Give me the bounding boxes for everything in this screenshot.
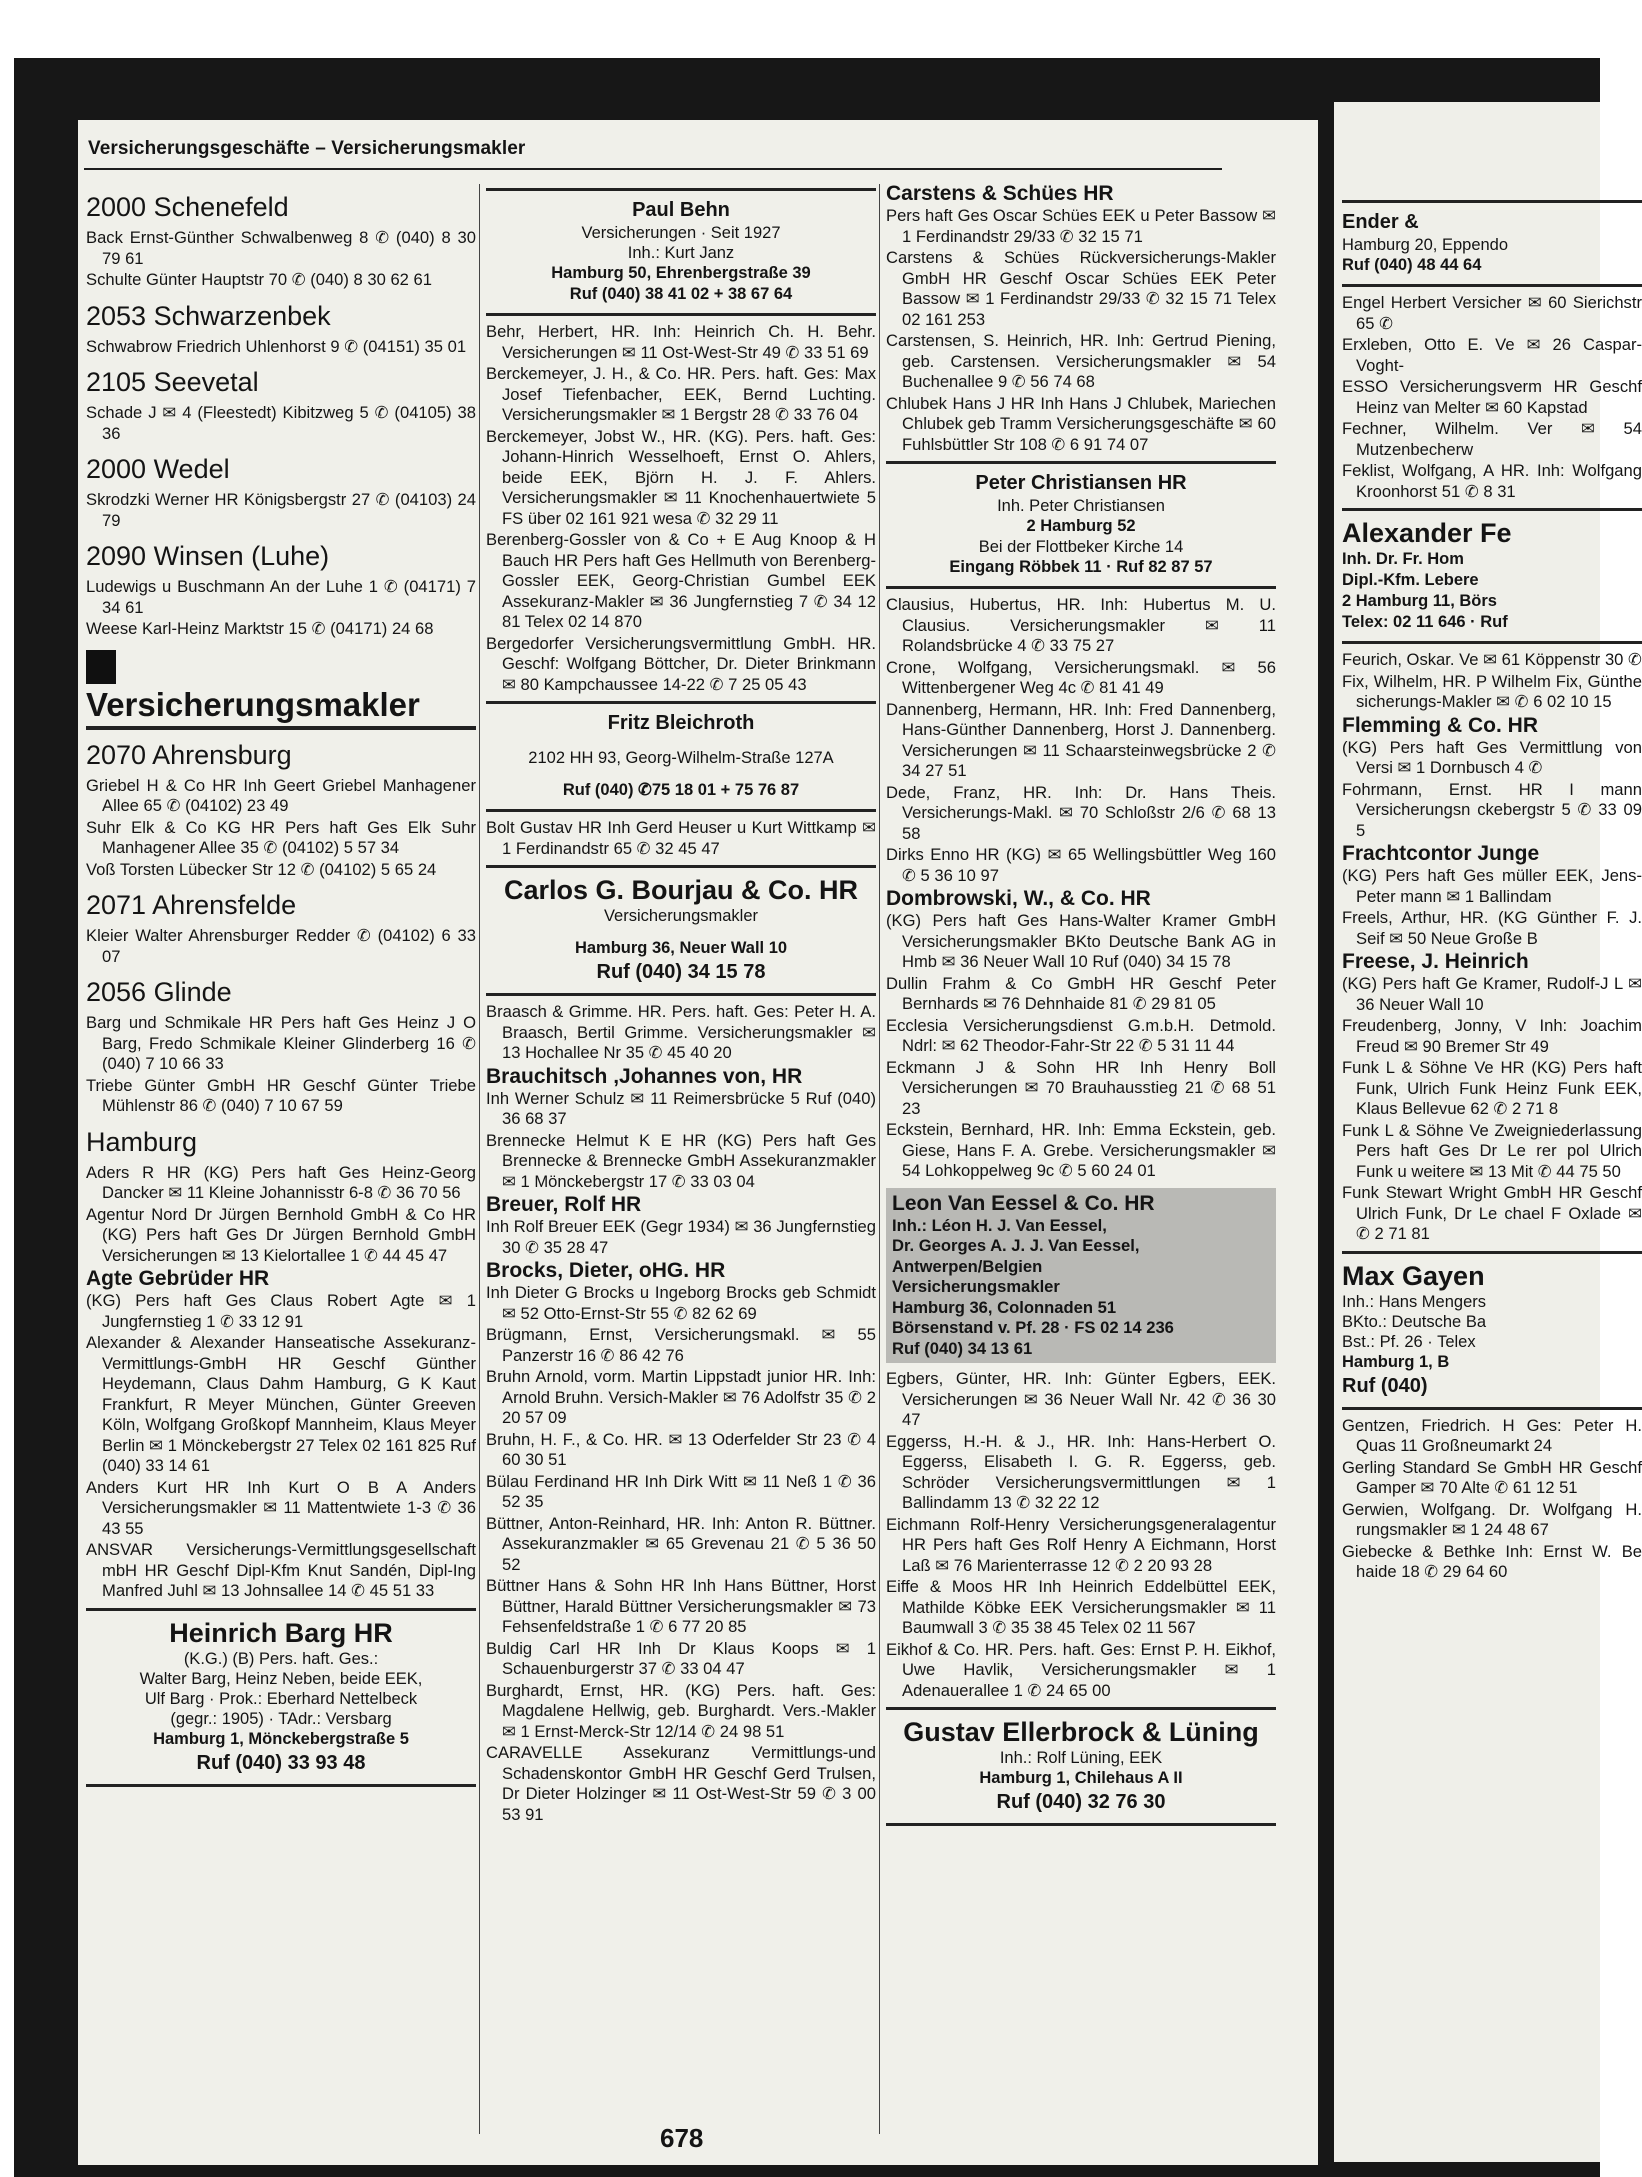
city-heading: Hamburg <box>86 1126 198 1157</box>
listing-entry: Büttner Hans & Sohn HR Inh Hans Büttner, Horst Büttner, Harald Büttner Versicherungsmakler ✉ 73 Fehsenfeldstraße 1 ✆ 6 77 20 85 <box>486 1576 876 1636</box>
running-head: Versicherungsgeschäfte – Versicherungsmakler <box>88 138 526 159</box>
listing-entry: (KG) Pers haft Ges Vermittlung von Versi ✉ 1 Dornbusch 4 ✆ <box>1342 737 1642 777</box>
listing-entry: Berenberg-Gossler von & Co + E Aug Knoop & H Bauch HR Pers haft Ges Hellmuth von Berenberg-Gossler EEK, Georg-Christian Gumbel EEK Assekuranz-Makler ✉ 36 Jungfernstieg 7 ✆ 34 12 81 Telex 02 14 870 <box>486 530 876 631</box>
listing-entry: Egbers, Günter, HR. Inh: Günter Egbers, EEK. Versicherungen ✉ 36 Neuer Wall Nr. 42 ✆ 36 30 47 <box>886 1369 1276 1429</box>
listing-entry: Bülau Ferdinand HR Inh Dirk Witt ✉ 11 Neß 1 ✆ 36 52 35 <box>486 1471 876 1511</box>
listing-entry: Dullin Frahm & Co GmbH HR Geschf Peter Bernhards ✉ 76 Dehnhaide 81 ✆ 29 81 05 <box>886 973 1276 1013</box>
listing-entry: Alexander & Alexander Hanseatische Assekuranz-Vermittlungs-GmbH HR Geschf Günther Heydemann, Claus Dahm Hamburg, G K Kaut Frankfurt, R Meyer München, Günter Greeven Köln, Wolfgang Großkopf Mannheim, Klaus Meyer Berlin ✉ 1 Mönckebergstr 27 Telex 02 161 825 Ruf (040) 33 14 61 <box>86 1333 476 1475</box>
listing-name: Flemming & Co. HR <box>1342 713 1539 737</box>
ad-line: Paul Behn <box>632 199 730 221</box>
ad-line: Hamburg 36, Neuer Wall 10 <box>574 939 788 957</box>
ad-line: Ruf (040) 48 44 64 <box>1342 256 1482 274</box>
listing-entry: Feklist, Wolfgang, A HR. Inh: Wolfgang Kroonhorst 51 ✆ 8 31 <box>1342 461 1642 501</box>
highlight-line: Leon Van Eessel & Co. HR <box>892 1191 1155 1215</box>
highlight-line: Dr. Georges A. J. J. Van Eessel, <box>892 1236 1140 1255</box>
listing-entry: Feurich, Oskar. Ve ✉ 61 Köppenstr 30 ✆ <box>1342 650 1642 669</box>
ad-line: Ruf (040) 34 15 78 <box>596 961 766 983</box>
ad-line: Telex: 02 11 646 · Ruf <box>1342 613 1508 631</box>
ad-line: Walter Barg, Heinz Neben, beide EEK, <box>139 1669 423 1688</box>
highlight-line: Börsenstand v. Pf. 28 · FS 02 14 236 <box>892 1318 1174 1337</box>
ad-line: 2102 HH 93, Georg-Wilhelm-Straße 127A <box>528 749 834 767</box>
listing-entry: Behr, Herbert, HR. Inh: Heinrich Ch. H. Behr. Versicherungen ✉ 11 Ost-West-Str 49 ✆ 33 51 69 <box>486 322 876 362</box>
highlight-line: Inh.: Léon H. J. Van Eessel, <box>892 1215 1107 1235</box>
city-heading: 2000 Schenefeld <box>86 192 289 222</box>
header-rule <box>84 168 1222 170</box>
ad-line: Inh. Dr. Fr. Hom <box>1342 550 1464 568</box>
ad-line: Hamburg 50, Ehrenbergstraße 39 <box>551 264 811 282</box>
listing-entry: ANSVAR Versicherungs-Vermittlungsgesellschaft mbH HR Geschf Dipl-Kfm Knut Sandén, Dipl-Ing Manfred Juhl ✉ 13 Johnsallee 14 ✆ 45 51 33 <box>86 1540 476 1600</box>
ad-line: Ender & <box>1342 211 1419 233</box>
city-heading: 2090 Winsen (Luhe) <box>86 541 330 571</box>
ad-line: Hamburg 1, Mönckebergstraße 5 <box>153 1729 409 1748</box>
listing-entry: Weese Karl-Heinz Marktstr 15 ✆ (04171) 24 68 <box>86 619 434 638</box>
listing-entry: Freudenberg, Jonny, V Inh: Joachim Freud ✉ 90 Bremer Str 49 <box>1342 1016 1642 1056</box>
listing-entry: Pers haft Ges Oscar Schües EEK u Peter Bassow ✉ 1 Ferdinandstr 29/33 ✆ 32 15 71 <box>886 206 1276 246</box>
listing-entry: Triebe Günter GmbH HR Geschf Günter Triebe Mühlenstr 86 ✆ (040) 7 10 67 59 <box>86 1075 476 1115</box>
listing-entry: CARAVELLE Assekuranz Vermittlungs-und Schadenskontor GmbH HR Geschf Gerd Trulsen, Dr Dieter Holzinger ✉ 11 Ost-West-Str 59 ✆ 3 00 53 91 <box>486 1743 876 1824</box>
advertisement-box <box>486 865 876 996</box>
ad-line: Inh.: Rolf Lüning, EEK <box>999 1749 1163 1767</box>
top-margin <box>0 0 1600 58</box>
ad-line: Inh.: Kurt Janz <box>627 244 735 262</box>
column-4 <box>1342 194 1642 1584</box>
facing-page-fragment <box>1334 102 1642 2162</box>
ad-line: Ruf (040) 32 76 30 <box>996 1791 1166 1813</box>
ad-line <box>486 768 876 780</box>
listing-entry: Clausius, Hubertus, HR. Inh: Hubertus M. U. Clausius. Versicherungsmakler ✉ 11 Rolandsbrücke 4 ✆ 33 75 27 <box>886 595 1276 655</box>
advertisement-box <box>886 1707 1276 1826</box>
listing-entry: Eikhof & Co. HR. Pers. haft. Ges: Ernst P. H. Eikhof, Uwe Havlik, Versicherungsmakler ✉ 1 Adenauerallee 1 ✆ 24 65 00 <box>886 1639 1276 1700</box>
listing-entry: Bergedorfer Versicherungsvermittlung GmbH. HR. Geschf: Wolfgang Böttcher, Dr. Dieter Brinkmann ✉ 80 Kampchaussee 14-22 ✆ 7 25 05 43 <box>486 633 876 694</box>
ad-line: Gustav Ellerbrock & Lüning <box>903 1717 1259 1747</box>
advertisement-box <box>486 188 876 316</box>
column-rule <box>479 184 480 2134</box>
ad-line <box>486 736 876 748</box>
city-heading: 2053 Schwarzenbek <box>86 300 331 331</box>
ad-line: Inh. Peter Christiansen <box>997 497 1165 515</box>
section-heading: Versicherungsmakler <box>86 685 420 723</box>
listing-name: Frachtcontor Junge <box>1342 842 1540 865</box>
listing-entry: Eckstein, Bernhard, HR. Inh: Emma Eckstein, geb. Giese, Hans F. A. Grebe. Versicherungsmakler ✉ 54 Lohkoppelweg 9c ✆ 5 60 24 01 <box>886 1120 1276 1180</box>
listing-name: Brocks, Dieter, oHG. HR <box>486 1259 726 1282</box>
listing-entry: Agentur Nord Dr Jürgen Bernhold GmbH & Co HR (KG) Pers haft Ges Dr Jürgen Bernhold GmbH Versicherungen ✉ 13 Kielortallee 1 ✆ 44 45 47 <box>86 1204 476 1265</box>
section-rule <box>86 726 476 730</box>
listing-entry: Dede, Franz, HR. Inh: Dr. Hans Theis. Versicherungs-Makl. ✉ 70 Schloßstr 2/6 ✆ 68 13 58 <box>886 782 1276 843</box>
listing-name: Freese, J. Heinrich <box>1342 950 1529 973</box>
ad-line: Carlos G. Bourjau & Co. HR <box>503 875 859 905</box>
listing-entry: Gentzen, Friedrich. H Ges: Peter H. Quas 11 Großneumarkt 24 <box>1342 1415 1642 1455</box>
listing-entry: Gerling Standard Se GmbH HR Geschf Gamper ✉ 70 Alte ✆ 61 12 51 <box>1342 1457 1642 1497</box>
listing-entry: Eiffe & Moos HR Inh Heinrich Eddelbüttel EEK, Mathilde Köbke EEK Versicherungsmakler ✉ 11 Baumwall 3 ✆ 35 38 45 Telex 02 11 567 <box>886 1577 1276 1637</box>
listing-name: Carstens & Schües HR <box>886 182 1114 205</box>
listing-entry: Bolt Gustav HR Inh Gerd Heuser u Kurt Wittkamp ✉ 1 Ferdinandstr 65 ✆ 32 45 47 <box>486 818 876 858</box>
advertisement-box <box>1342 1251 1642 1410</box>
ad-line: Inh.: Hans Mengers <box>1342 1292 1486 1311</box>
listing-entry: Anders Kurt HR Inh Kurt O B A Anders Versicherungsmakler ✉ 11 Mattentwiete 1-3 ✆ 36 43 55 <box>86 1477 476 1538</box>
ad-line: Peter Christiansen HR <box>975 472 1187 494</box>
ad-line: Fritz Bleichroth <box>607 712 755 734</box>
city-heading: 2071 Ahrensfelde <box>86 890 297 920</box>
listing-entry: Brennecke Helmut K E HR (KG) Pers haft Ges Brennecke & Brennecke GmbH Assekuranzmakler ✉ 1 Mönckebergstr 17 ✆ 33 03 04 <box>486 1130 876 1191</box>
advertisement-box <box>1342 200 1642 287</box>
listing-entry: Schwabrow Friedrich Uhlenhorst 9 ✆ (04151) 35 01 <box>86 336 467 356</box>
ad-line: Hamburg 20, Eppendo <box>1342 236 1509 254</box>
highlight-line: Antwerpen/Belgien <box>892 1256 1043 1276</box>
listing-entry: Erxleben, Otto E. Ve ✉ 26 Caspar-Voght- <box>1342 335 1642 375</box>
listing-entry: Inh Werner Schulz ✉ 11 Reimersbrücke 5 Ruf (040) 36 68 37 <box>486 1088 876 1128</box>
listing-entry: Eckmann J & Sohn HR Inh Henry Boll Versicherungen ✉ 70 Brauhausstieg 21 ✆ 68 51 23 <box>886 1057 1276 1118</box>
listing-entry: (KG) Pers haft Ge Kramer, Rudolf-J L ✉ 36 Neuer Wall 10 <box>1342 974 1642 1014</box>
listing-entry: Fix, Wilhelm, HR. P Wilhelm Fix, Günthe sicherungs-Makler ✉ ✆ 6 02 10 15 <box>1342 671 1642 711</box>
listing-entry: Bruhn, H. F., & Co. HR. ✉ 13 Oderfelder Str 23 ✆ 4 60 30 51 <box>486 1429 876 1469</box>
listing-entry: Back Ernst-Günther Schwalbenweg 8 ✆ (040) 8 30 79 61 <box>86 228 476 268</box>
ad-line <box>486 926 876 938</box>
listing-entry: Chlubek Hans J HR Inh Hans J Chlubek, Mariechen Chlubek geb Tramm Versicherungsgeschäfte ✉ 60 Fuhlsbüttler Str 108 ✆ 6 91 74 07 <box>886 393 1276 454</box>
listing-entry: Crone, Wolfgang, Versicherungsmakl. ✉ 56 Wittenbergener Weg 4c ✆ 81 41 49 <box>886 657 1276 697</box>
listing-entry: Barg und Schmikale HR Pers haft Ges Heinz J O Barg, Fredo Schmikale Kleiner Glinderberg 16 ✆ (040) 7 10 66 33 <box>86 1013 476 1073</box>
page-number: 678 <box>660 2123 704 2153</box>
listing-entry: Ludewigs u Buschmann An der Luhe 1 ✆ (04171) 7 34 61 <box>86 577 476 617</box>
column-3 <box>886 182 1276 1832</box>
column-2 <box>486 182 876 1826</box>
advertisement-box <box>86 1608 476 1787</box>
ad-line: Hamburg 1, B <box>1342 1352 1450 1371</box>
listing-entry: Voß Torsten Lübecker Str 12 ✆ (04102) 5 65 24 <box>86 859 437 879</box>
listing-entry: (KG) Pers haft Ges müller EEK, Jens-Peter mann ✉ 1 Ballindam <box>1342 866 1642 906</box>
highlight-line: Ruf (040) 34 13 61 <box>892 1338 1033 1358</box>
listing-name: Brauchitsch ,Johannes von, HR <box>486 1064 803 1088</box>
ad-line: Eingang Röbbek 11 · Ruf 82 87 57 <box>949 558 1213 576</box>
listing-name: Agte Gebrüder HR <box>86 1267 270 1290</box>
city-heading: 2056 Glinde <box>86 977 232 1007</box>
ad-line: Ruf (040) <box>1342 1374 1428 1397</box>
city-heading: 2000 Wedel <box>86 454 230 484</box>
ad-line: Ruf (040) 33 93 48 <box>196 1751 366 1774</box>
ad-line: Bst.: Pf. 26 · Telex <box>1342 1332 1476 1351</box>
advertisement-box <box>486 701 876 812</box>
ad-line: Ruf (040) 38 41 02 + 38 67 64 <box>569 285 793 303</box>
listing-entry: Kleier Walter Ahrensburger Redder ✆ (04102) 6 33 07 <box>86 926 476 966</box>
listing-entry: Eichmann Rolf-Henry Versicherungsgeneralagentur HR Pers haft Ges Rolf Henry A Eichmann, Horst Laß ✉ 76 Marienterrasse 12 ✆ 2 20 93 28 <box>886 1514 1276 1575</box>
ad-line: Max Gayen <box>1342 1260 1485 1291</box>
listing-entry: (KG) Pers haft Ges Claus Robert Agte ✉ 1 Jungfernstieg 1 ✆ 33 12 91 <box>86 1291 476 1331</box>
advertisement-box <box>1342 508 1642 644</box>
listing-entry: Griebel H & Co HR Inh Geert Griebel Manhagener Allee 65 ✆ (04102) 23 49 <box>86 775 476 815</box>
advertisement-box <box>886 461 1276 589</box>
city-heading: 2105 Seevetal <box>86 367 259 397</box>
listing-entry: (KG) Pers haft Ges Hans-Walter Kramer GmbH Versicherungsmakler BKto Deutsche Bank AG in Hmb ✉ 36 Neuer Wall 10 Ruf (040) 34 15 78 <box>886 911 1276 971</box>
listing-entry: Eggerss, H.-H. & J., HR. Inh: Hans-Herbert O. Eggerss, Elisabeth I. G. R. Eggerss, geb. Schröder Versicherungsvermittlungen ✉ 1 Ballindamm 13 ✆ 32 22 12 <box>886 1431 1276 1512</box>
ad-line: Hamburg 1, Chilehaus A II <box>979 1769 1183 1787</box>
listing-entry: Freels, Arthur, HR. (KG Günther F. J. Seif ✉ 50 Neue Große B <box>1342 908 1642 948</box>
listing-entry: Engel Herbert Versicher ✉ 60 Sierichstr 65 ✆ <box>1342 293 1642 333</box>
ad-line: Ruf (040) ✆75 18 01 + 75 76 87 <box>562 781 800 799</box>
ad-line: BKto.: Deutsche Ba <box>1342 1312 1486 1331</box>
city-heading: 2070 Ahrensburg <box>86 739 292 770</box>
listing-entry: Dirks Enno HR (KG) ✉ 65 Wellingsbüttler Weg 160 ✆ 5 36 10 97 <box>886 845 1276 885</box>
highlight-line: Versicherungsmakler <box>892 1277 1060 1296</box>
ad-line: (gegr.: 1905) · TAdr.: Versbarg <box>170 1709 392 1728</box>
ad-line: Bei der Flottbeker Kirche 14 <box>978 538 1184 556</box>
listing-entry: Fechner, Wilhelm. Ver ✉ 54 Mutzenbecherw <box>1342 419 1642 459</box>
listing-name: Dombrowski, W., & Co. HR <box>886 887 1151 910</box>
listing-entry: Buldig Carl HR Inh Dr Klaus Koops ✉ 1 Schauenburgerstr 37 ✆ 33 04 47 <box>486 1638 876 1678</box>
highlight-line: Hamburg 36, Colonnaden 51 <box>892 1297 1117 1317</box>
directory-page <box>78 120 1318 2165</box>
listing-entry: Funk L & Söhne Ve Zweigniederlassung Pers haft Ges Dr Le rer pol Ulrich Funk u weitere ✉ 13 Mit ✆ 44 75 50 <box>1342 1120 1642 1181</box>
listing-entry: Berckemeyer, J. H., & Co. HR. Pers. haft. Ges: Max Josef Tiefenbacher, EEK, Bernd Luchting. Versicherungsmakler ✉ 1 Bergstr 28 ✆ 33 76 04 <box>486 364 876 424</box>
listing-entry: Dannenberg, Hermann, HR. Inh: Fred Dannenberg, Hans-Günther Dannenberg, Horst J. Dannenberg. Versicherungen ✉ 11 Schaarsteinwegsbrücke 2 ✆ 34 27 51 <box>886 699 1276 780</box>
listing-entry: Ecclesia Versicherungsdienst G.m.b.H. Detmold. Ndrl: ✉ 62 Theodor-Fahr-Str 22 ✆ 5 31 11 44 <box>886 1015 1276 1055</box>
listing-entry: Burghardt, Ernst, HR. (KG) Pers. haft. Ges: Magdalene Hellwig, geb. Burghardt. Vers.-Makler ✉ 1 Ernst-Merck-Str 12/14 ✆ 24 98 51 <box>486 1680 876 1741</box>
listing-entry: Suhr Elk & Co KG HR Pers haft Ges Elk Suhr Manhagener Allee 35 ✆ (04102) 5 57 34 <box>86 817 476 857</box>
ad-line: Versicherungsmakler <box>603 907 759 925</box>
listing-entry: Carstens & Schües Rückversicherungs-Makler GmbH HR Geschf Oscar Schües EEK Peter Bassow ✉ 1 Ferdinandstr 29/33 ✆ 32 15 71 Telex 02 161 253 <box>886 248 1276 329</box>
ad-line: Dipl.-Kfm. Lebere <box>1342 571 1479 589</box>
listing-entry: Gerwien, Wolfgang. Dr. Wolfgang H. rungsmakler ✉ 1 24 48 67 <box>1342 1499 1642 1539</box>
column-1 <box>86 182 476 1793</box>
ad-line: 2 Hamburg 11, Börs <box>1342 592 1497 610</box>
listing-entry: Funk L & Söhne Ve HR (KG) Pers haft Funk, Ulrich Funk Heinz Funk EEK, Klaus Bellevue 62 ✆ 2 71 8 <box>1342 1058 1642 1118</box>
listing-entry: Fohrmann, Ernst. HR I mann Versicherungsn ckebergstr 5 ✆ 33 09 5 <box>1342 779 1642 840</box>
listing-entry: Büttner, Anton-Reinhard, HR. Inh: Anton R. Büttner. Assekuranzmakler ✉ 65 Grevenau 21 ✆ 5 36 50 52 <box>486 1513 876 1574</box>
listing-entry: Inh Rolf Breuer EEK (Gegr 1934) ✉ 36 Jungfernstieg 30 ✆ 35 28 47 <box>486 1217 876 1257</box>
listing-entry: Brügmann, Ernst, Versicherungsmakl. ✉ 55 Panzerstr 16 ✆ 86 42 76 <box>486 1325 876 1365</box>
ad-line: Ulf Barg · Prok.: Eberhard Nettelbeck <box>144 1689 418 1708</box>
listing-entry: Braasch & Grimme. HR. Pers. haft. Ges: Peter H. A. Braasch, Bertil Grimme. Versicherungsmakler ✉ 13 Hochallee Nr 35 ✆ 45 40 20 <box>486 1002 876 1062</box>
listing-entry: Schade J ✉ 4 (Fleestedt) Kibitzweg 5 ✆ (04105) 38 36 <box>86 403 476 443</box>
ad-line: 2 Hamburg 52 <box>1026 517 1136 535</box>
listing-entry: Skrodzki Werner HR Königsbergstr 27 ✆ (04103) 24 79 <box>86 490 476 530</box>
ad-line: Heinrich Barg HR <box>169 1617 393 1648</box>
ad-line: Versicherungen · Seit 1927 <box>581 224 781 242</box>
listing-entry: Aders R HR (KG) Pers haft Ges Heinz-Georg Dancker ✉ 11 Kleine Johannisstr 6-8 ✆ 36 70 56 <box>86 1162 476 1202</box>
column-rule <box>879 184 880 2134</box>
ad-line: (K.G.) (B) Pers. haft. Ges.: <box>183 1649 379 1668</box>
listing-entry: Carstensen, S. Heinrich, HR. Inh: Gertrud Piening, geb. Carstensen. Versicherungsmakler ✉ 54 Buchenallee 9 ✆ 56 74 68 <box>886 331 1276 391</box>
section-marker <box>86 650 116 684</box>
ad-line: Alexander Fe <box>1342 518 1512 548</box>
listing-entry: Bruhn Arnold, vorm. Martin Lippstadt junior HR. Inh: Arnold Bruhn. Versich-Makler ✉ 76 Adolfstr 35 ✆ 2 20 57 09 <box>486 1367 876 1427</box>
listing-name: Breuer, Rolf HR <box>486 1193 642 1216</box>
listing-entry: Giebecke & Bethke Inh: Ernst W. Be haide 18 ✆ 29 64 60 <box>1342 1541 1642 1581</box>
listing-entry: Funk Stewart Wright GmbH HR Geschf Ulrich Funk, Dr Le chael F Oxlade ✉ ✆ 2 71 81 <box>1342 1183 1642 1243</box>
listing-entry: Schulte Günter Hauptstr 70 ✆ (040) 8 30 62 61 <box>86 270 432 289</box>
listing-entry: ESSO Versicherungsverm HR Geschf Heinz van Melter ✉ 60 Kapstad <box>1342 377 1642 417</box>
listing-entry: Inh Dieter G Brocks u Ingeborg Brocks geb Schmidt ✉ 52 Otto-Ernst-Str 55 ✆ 82 62 69 <box>486 1283 876 1323</box>
highlighted-listing <box>886 1188 1276 1364</box>
listing-entry: Berckemeyer, Jobst W., HR. (KG). Pers. haft. Ges: Johann-Hinrich Wesselhoeft, Ernst O. Ahlers, beide EEK, Björn H. J. F. Ahlers. Versicherungsmakler ✉ 11 Knochenhauertwiete 5 FS über 02 161 921 wesa ✆ 32 29 11 <box>486 426 876 528</box>
